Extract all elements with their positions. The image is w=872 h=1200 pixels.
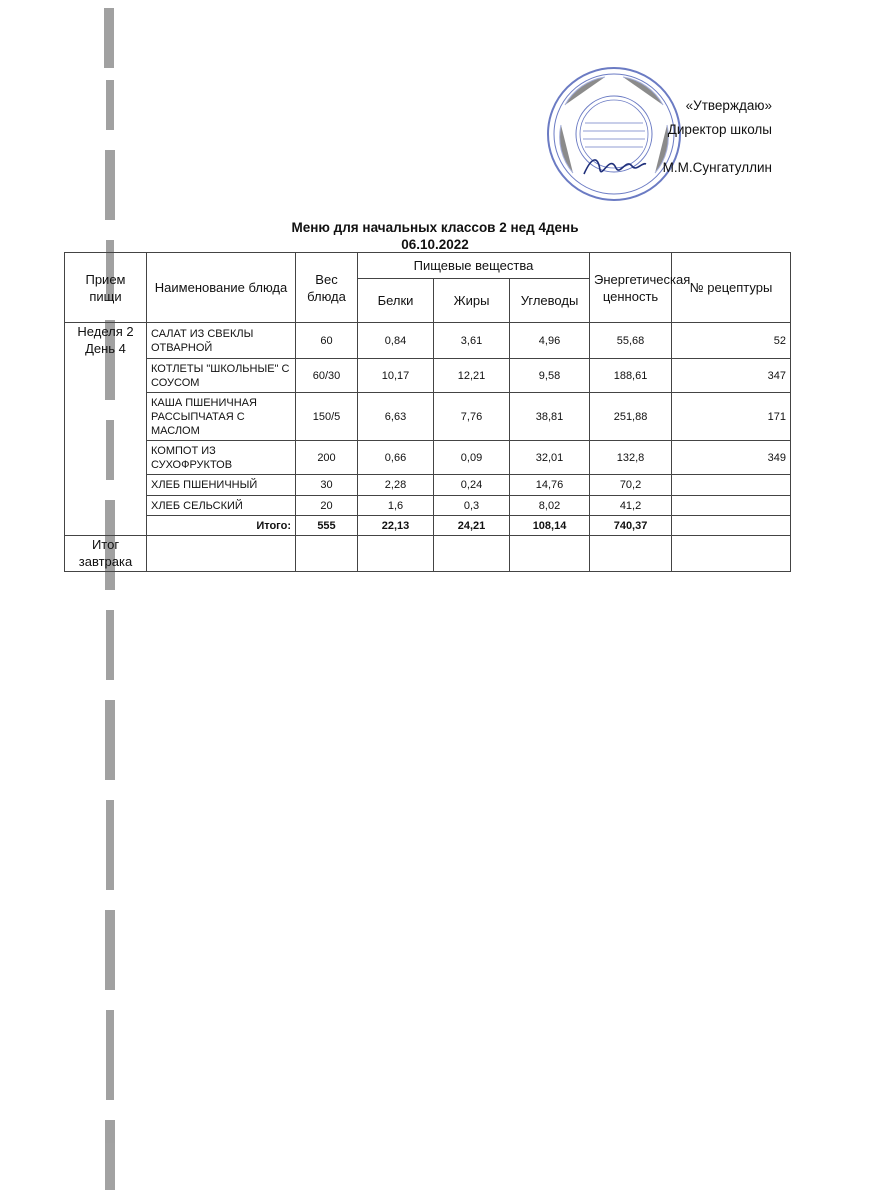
footer-cell bbox=[296, 536, 358, 572]
dish-recipe: 347 bbox=[672, 359, 791, 393]
dish-recipe bbox=[672, 475, 791, 496]
day-cell bbox=[65, 393, 147, 441]
dish-energy: 41,2 bbox=[590, 496, 672, 516]
dish-fat: 3,61 bbox=[434, 323, 510, 359]
dish-weight: 60/30 bbox=[296, 359, 358, 393]
footer-row bbox=[65, 536, 791, 572]
footer-cell bbox=[434, 536, 510, 572]
dish-weight: 200 bbox=[296, 441, 358, 475]
dish-fat: 12,21 bbox=[434, 359, 510, 393]
dish-energy: 70,2 bbox=[590, 475, 672, 496]
approval-name: М.М.Сунгатуллин bbox=[662, 160, 772, 175]
total-protein: 22,13 bbox=[358, 516, 434, 536]
dish-name: КАША ПШЕНИЧНАЯ РАССЫПЧАТАЯ С МАСЛОМ bbox=[147, 393, 296, 441]
table-row bbox=[65, 359, 791, 393]
dish-carbs: 4,96 bbox=[510, 323, 590, 359]
dish-recipe bbox=[672, 496, 791, 516]
day-cell bbox=[65, 496, 147, 516]
dish-name: КОТЛЕТЫ "ШКОЛЬНЫЕ" С СОУСОМ bbox=[147, 359, 296, 393]
header-nutrients: Пищевые вещества bbox=[358, 253, 590, 279]
total-energy: 740,37 bbox=[590, 516, 672, 536]
dish-weight: 30 bbox=[296, 475, 358, 496]
total-label: Итого: bbox=[147, 516, 296, 536]
footer-cell bbox=[358, 536, 434, 572]
dish-recipe: 349 bbox=[672, 441, 791, 475]
menu-table bbox=[64, 252, 791, 572]
header-carbs: Углеводы bbox=[510, 279, 590, 323]
dish-recipe: 52 bbox=[672, 323, 791, 359]
menu-date: 06.10.2022 bbox=[401, 237, 469, 252]
dish-recipe: 171 bbox=[672, 393, 791, 441]
approval-heading: «Утверждаю» bbox=[685, 98, 772, 113]
dish-fat: 7,76 bbox=[434, 393, 510, 441]
day-cell bbox=[65, 359, 147, 393]
dish-protein: 0,84 bbox=[358, 323, 434, 359]
dish-fat: 0,09 bbox=[434, 441, 510, 475]
dish-carbs: 9,58 bbox=[510, 359, 590, 393]
dish-name: КОМПОТ ИЗ СУХОФРУКТОВ bbox=[147, 441, 296, 475]
day-cell bbox=[65, 441, 147, 475]
header-dish: Наименование блюда bbox=[147, 253, 296, 323]
day-cell bbox=[65, 475, 147, 496]
dish-weight: 60 bbox=[296, 323, 358, 359]
dish-weight: 20 bbox=[296, 496, 358, 516]
header-meal: Прием пищи bbox=[65, 253, 147, 323]
footer-cell bbox=[672, 536, 791, 572]
dish-carbs: 8,02 bbox=[510, 496, 590, 516]
dish-weight: 150/5 bbox=[296, 393, 358, 441]
total-row bbox=[65, 516, 791, 536]
dish-name: ХЛЕБ СЕЛЬСКИЙ bbox=[147, 496, 296, 516]
dish-fat: 0,24 bbox=[434, 475, 510, 496]
table-row bbox=[65, 441, 791, 475]
footer-cell bbox=[147, 536, 296, 572]
header-weight: Вес блюда bbox=[296, 253, 358, 323]
dish-protein: 10,17 bbox=[358, 359, 434, 393]
scan-edge-artifact bbox=[96, 0, 136, 1200]
header-fat: Жиры bbox=[434, 279, 510, 323]
table-row bbox=[65, 323, 791, 359]
dish-energy: 132,8 bbox=[590, 441, 672, 475]
table-row bbox=[65, 475, 791, 496]
footer-label: Итог завтрака bbox=[65, 536, 147, 572]
dish-name: САЛАТ ИЗ СВЕКЛЫ ОТВАРНОЙ bbox=[147, 323, 296, 359]
menu-title bbox=[200, 219, 670, 253]
total-weight: 555 bbox=[296, 516, 358, 536]
footer-cell bbox=[510, 536, 590, 572]
dish-energy: 188,61 bbox=[590, 359, 672, 393]
total-carbs: 108,14 bbox=[510, 516, 590, 536]
dish-fat: 0,3 bbox=[434, 496, 510, 516]
approval-block bbox=[560, 98, 780, 188]
menu-title-line: Меню для начальных классов 2 нед 4день bbox=[291, 220, 579, 235]
dish-carbs: 38,81 bbox=[510, 393, 590, 441]
header-recipe: № рецептуры bbox=[672, 253, 791, 323]
dish-carbs: 32,01 bbox=[510, 441, 590, 475]
dish-protein: 0,66 bbox=[358, 441, 434, 475]
dish-energy: 55,68 bbox=[590, 323, 672, 359]
day-label: Неделя 2 День 4 bbox=[65, 323, 147, 359]
approval-position: Директор школы bbox=[667, 122, 772, 137]
dish-protein: 2,28 bbox=[358, 475, 434, 496]
total-fat: 24,21 bbox=[434, 516, 510, 536]
dish-protein: 1,6 bbox=[358, 496, 434, 516]
dish-energy: 251,88 bbox=[590, 393, 672, 441]
header-protein: Белки bbox=[358, 279, 434, 323]
header-energy: Энергетическая ценность bbox=[590, 253, 672, 323]
table-row bbox=[65, 496, 791, 516]
dish-carbs: 14,76 bbox=[510, 475, 590, 496]
day-cell bbox=[65, 516, 147, 536]
dish-protein: 6,63 bbox=[358, 393, 434, 441]
dish-name: ХЛЕБ ПШЕНИЧНЫЙ bbox=[147, 475, 296, 496]
total-recipe bbox=[672, 516, 791, 536]
footer-cell bbox=[590, 536, 672, 572]
table-row bbox=[65, 393, 791, 441]
